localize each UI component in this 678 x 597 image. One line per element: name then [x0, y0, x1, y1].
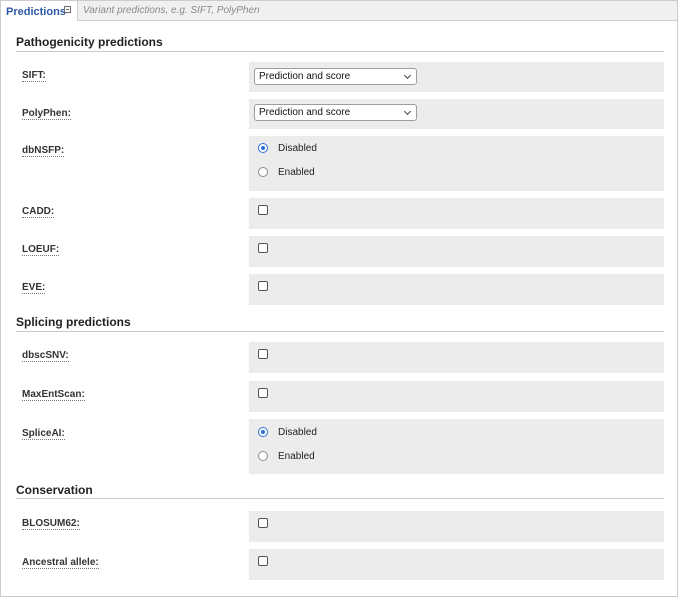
panel-cadd	[249, 198, 664, 229]
blosum62-checkbox[interactable]	[258, 518, 268, 528]
eve-checkbox[interactable]	[258, 281, 268, 291]
tab-description: Variant predictions, e.g. SIFT, PolyPhen	[83, 5, 260, 16]
label-polyphen: PolyPhen:	[22, 108, 71, 119]
tab-label: Predictions	[6, 6, 66, 18]
label-dbnsfp: dbNSFP:	[22, 145, 65, 156]
dbnsfp-enabled-radio[interactable]	[258, 167, 268, 177]
collapse-icon[interactable]	[64, 6, 71, 13]
loeuf-checkbox[interactable]	[258, 243, 268, 253]
chevron-down-icon	[404, 108, 411, 115]
panel-dbscsnv	[249, 342, 664, 373]
section-title-conservation: Conservation	[16, 483, 93, 497]
cadd-checkbox[interactable]	[258, 205, 268, 215]
panel-ancestral-allele	[249, 549, 664, 580]
maxentscan-checkbox[interactable]	[258, 388, 268, 398]
label-sift: SIFT:	[22, 70, 46, 81]
chevron-down-icon	[404, 72, 411, 79]
section-divider	[16, 51, 664, 52]
ancestral-allele-checkbox[interactable]	[258, 556, 268, 566]
label-ancestral-allele: Ancestral allele:	[22, 557, 99, 568]
tab-predictions[interactable]	[1, 1, 78, 21]
label-eve: EVE:	[22, 282, 46, 293]
label-blosum62: BLOSUM62:	[22, 518, 80, 529]
panel-loeuf	[249, 236, 664, 267]
dbnsfp-enabled-label: Enabled	[278, 167, 315, 178]
spliceai-disabled-radio[interactable]	[258, 427, 268, 437]
section-divider	[16, 331, 664, 332]
spliceai-disabled-label: Disabled	[278, 427, 317, 438]
dbnsfp-disabled-radio[interactable]	[258, 143, 268, 153]
label-cadd: CADD:	[22, 206, 55, 217]
section-divider	[16, 498, 664, 499]
polyphen-select[interactable]	[254, 104, 417, 121]
sift-select[interactable]	[254, 68, 417, 85]
panel-blosum62	[249, 511, 664, 542]
panel-maxentscan	[249, 381, 664, 412]
label-dbscsnv: dbscSNV:	[22, 350, 69, 361]
dbscsnv-checkbox[interactable]	[258, 349, 268, 359]
spliceai-enabled-label: Enabled	[278, 451, 315, 462]
label-maxentscan: MaxEntScan:	[22, 389, 85, 400]
section-title-splicing: Splicing predictions	[16, 315, 131, 329]
sift-select-value: Prediction and score	[259, 71, 351, 82]
polyphen-select-value: Prediction and score	[259, 107, 351, 118]
section-title-pathogenicity: Pathogenicity predictions	[16, 35, 163, 49]
panel-eve	[249, 274, 664, 305]
tab-bar	[1, 1, 677, 21]
label-spliceai: SpliceAI:	[22, 428, 65, 439]
label-loeuf: LOEUF:	[22, 244, 60, 255]
spliceai-enabled-radio[interactable]	[258, 451, 268, 461]
dbnsfp-disabled-label: Disabled	[278, 143, 317, 154]
